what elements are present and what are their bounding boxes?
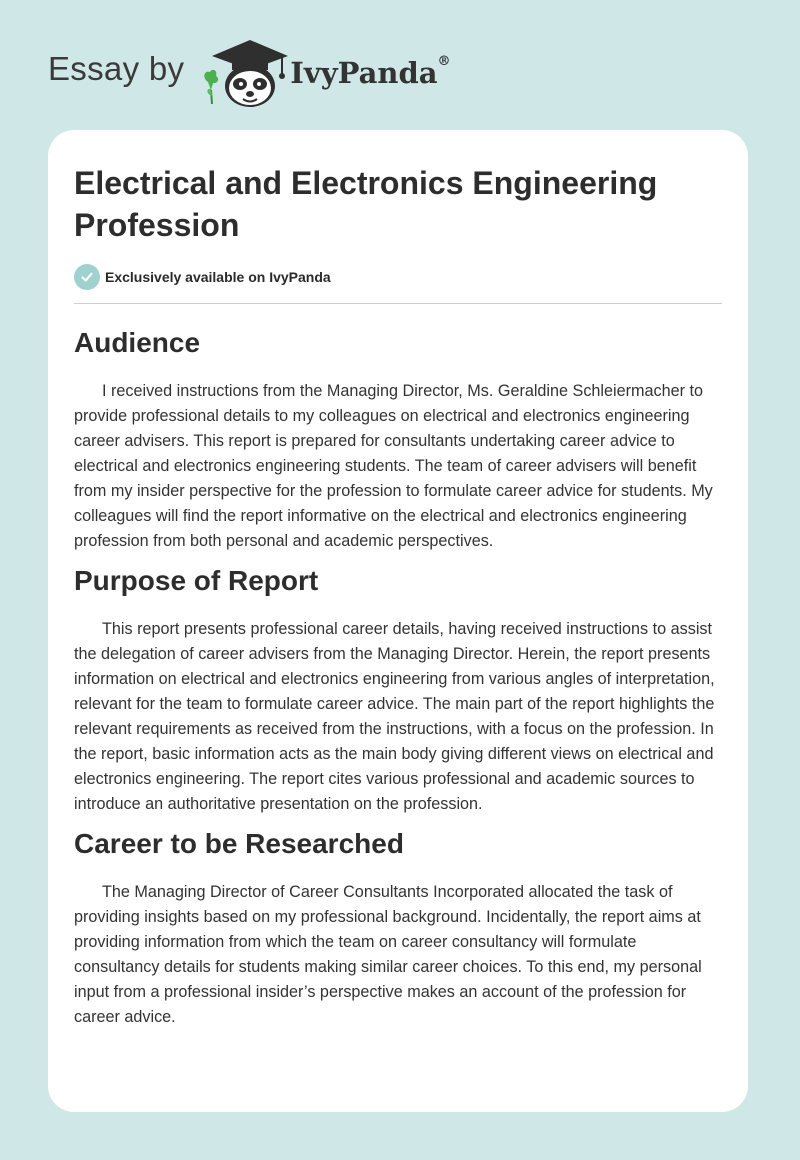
- badge-text: Exclusively available on IvyPanda: [105, 269, 331, 285]
- brand-header: [48, 34, 451, 110]
- section-audience: [74, 326, 722, 554]
- section-heading: Audience: [74, 327, 201, 358]
- section-heading: Career to be Researched: [74, 828, 404, 859]
- article-title: Electrical and Electronics Engineering Profession: [74, 165, 658, 243]
- section-purpose-of-report: [74, 564, 722, 817]
- section-paragraph: This report presents professional career details, having received instructions to assist the delegation of career advisers from the Managing Director. Herein, the report presents information on electrical and electronics engineering from various angles of interpretation, relevant for the team to formulate career advice. The main part of the report highlights the relevant requirements as received from the instructions, with a focus on the profession. In the report, basic information acts as the main body giving different views on electrical and electronics engineering. The report cites various professional and academic sources to introduce an authoritative presentation on the profession.: [74, 620, 715, 813]
- section-paragraph: I received instructions from the Managing Director, Ms. Geraldine Schleiermacher to provide professional details to my colleagues on electrical and electronics engineering career advisers. This report is prepared for consultants undertaking career advice to electrical and electronics engineering students. The team of career advisers will benefit from my insider perspective for the profession to formulate career advice for students. My colleagues will find the report informative on the electrical and electronics engineering profession from both personal and academic perspectives.: [74, 382, 713, 550]
- panda-graduate-logo-icon[interactable]: [198, 34, 294, 110]
- divider: [74, 303, 722, 304]
- registered-mark: ®: [437, 54, 451, 69]
- brand-name[interactable]: IvyPanda®: [290, 54, 451, 90]
- section-career-to-be-researched: [74, 827, 722, 1030]
- section-heading: Purpose of Report: [74, 565, 319, 596]
- article-card: [48, 130, 748, 1112]
- brand-prefix: Essay by: [48, 50, 185, 87]
- check-circle-icon: [74, 264, 100, 290]
- section-paragraph: The Managing Director of Career Consultants Incorporated allocated the task of providing insights based on my professional background. Incidentally, the report aims at providing information from which the team on career consultancy will formulate consultancy details for students making similar career choices. To this end, my personal input from a professional insider’s perspective makes an account of the profession for career advice.: [74, 883, 702, 1026]
- exclusive-badge: [74, 264, 722, 290]
